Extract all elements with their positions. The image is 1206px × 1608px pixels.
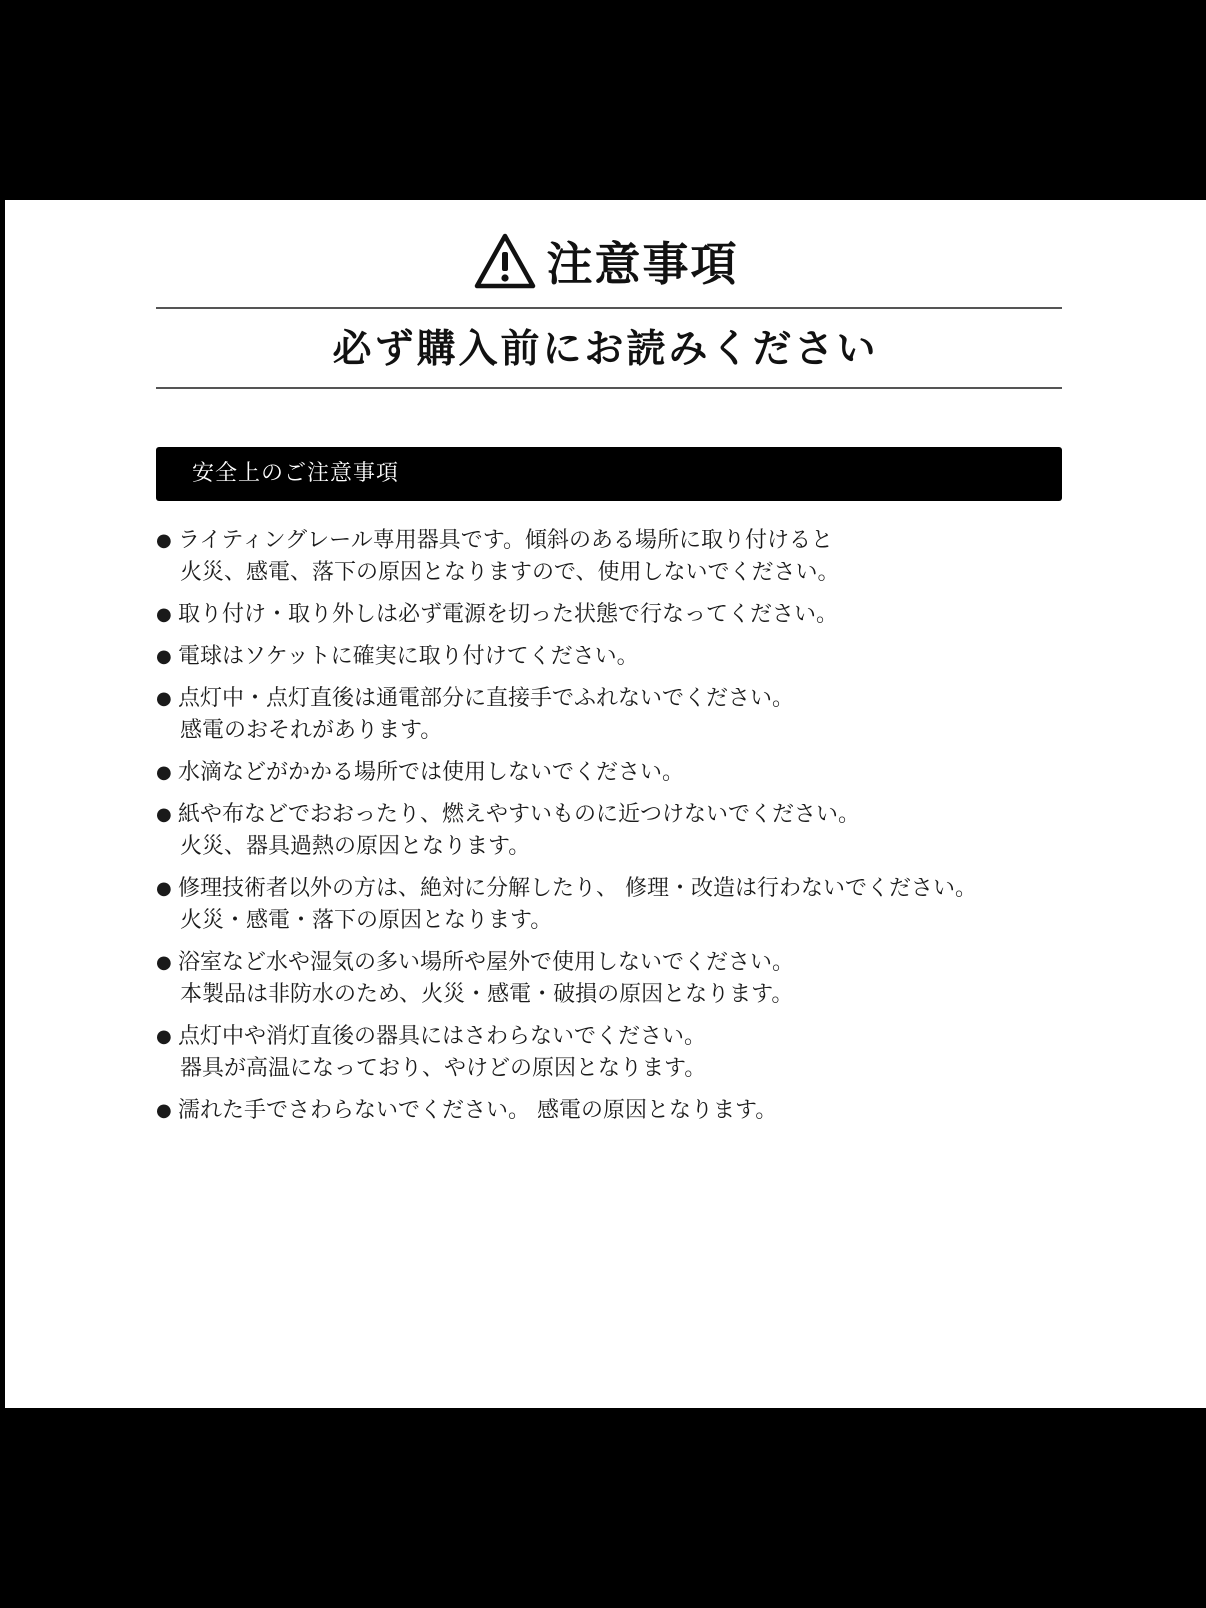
note-continuation: 火災、感電、落下の原因となりますので、使用しないでください。 <box>180 560 840 585</box>
note-text: ライティングレール専用器具です。傾斜のある場所に取り付けると <box>178 528 833 553</box>
note-text: 水滴などがかかる場所では使用しないでください。 <box>178 760 685 785</box>
bullet-icon: ● <box>156 646 172 667</box>
list-item <box>156 599 1106 631</box>
list-item <box>156 641 1106 673</box>
note-continuation: 感電のおそれがあります。 <box>180 718 443 743</box>
bullet-icon: ● <box>156 1100 172 1121</box>
title-row <box>5 227 1206 295</box>
bullet-icon: ● <box>156 878 172 899</box>
note-continuation: 器具が高温になっており、やけどの原因となります。 <box>180 1056 707 1081</box>
list-item <box>156 1021 1106 1085</box>
note-text: 修理技術者以外の方は、絶対に分解したり、 修理・改造は行わないでください。 <box>178 876 977 901</box>
list-item <box>156 683 1106 747</box>
list-item <box>156 525 1106 589</box>
list-item <box>156 799 1106 863</box>
bullet-icon: ● <box>156 604 172 625</box>
bullet-icon: ● <box>156 762 172 783</box>
caution-list <box>156 525 1106 1137</box>
notice-sheet <box>5 200 1206 1408</box>
list-item <box>156 947 1106 1011</box>
list-item <box>156 873 1106 937</box>
list-item <box>156 1095 1106 1127</box>
page-subtitle: 必ず購入前にお読みください <box>332 327 879 372</box>
note-continuation: 火災・感電・落下の原因となります。 <box>180 908 553 933</box>
page-title: 注意事項 <box>546 237 739 291</box>
bullet-icon: ● <box>156 688 172 709</box>
list-item <box>156 757 1106 789</box>
bullet-icon: ● <box>156 530 172 551</box>
divider-bottom <box>156 387 1062 389</box>
note-text: 点灯中・点灯直後は通電部分に直接手でふれないでください。 <box>178 686 795 711</box>
warning-triangle-icon <box>473 232 537 290</box>
note-continuation: 火災、器具過熱の原因となります。 <box>180 834 531 859</box>
note-text: 電球はソケットに確実に取り付けてください。 <box>178 644 639 669</box>
divider-top <box>156 307 1062 309</box>
note-text: 点灯中や消灯直後の器具にはさわらないでください。 <box>178 1024 707 1049</box>
note-text: 浴室など水や湿気の多い場所や屋外で使用しないでください。 <box>178 950 795 975</box>
section-header: 安全上のご注意事項 <box>156 447 1062 501</box>
note-text: 紙や布などでおおったり、燃えやすいものに近つけないでください。 <box>178 802 861 827</box>
note-text: 取り付け・取り外しは必ず電源を切った状態で行なってください。 <box>178 602 839 627</box>
note-text: 濡れた手でさわらないでください。 感電の原因となります。 <box>178 1098 778 1123</box>
bullet-icon: ● <box>156 1026 172 1047</box>
note-continuation: 本製品は非防水のため、火災・感電・破損の原因となります。 <box>180 982 794 1007</box>
bullet-icon: ● <box>156 952 172 973</box>
bullet-icon: ● <box>156 804 172 825</box>
